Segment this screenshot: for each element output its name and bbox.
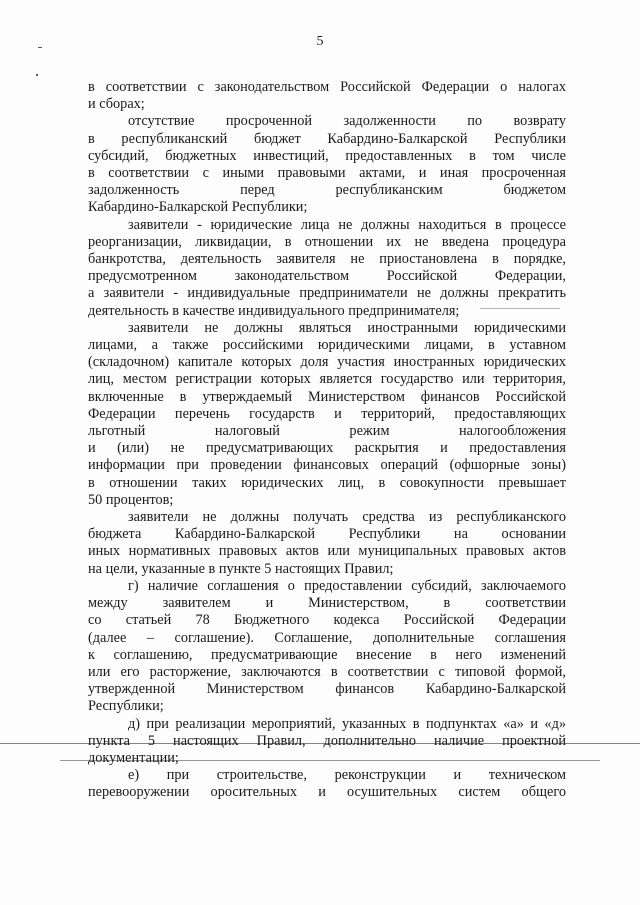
text-line: субсидий, бюджетных инвестиций, предоставленных в том числе [88, 147, 566, 164]
text-line: и сборах; [88, 96, 145, 113]
text-line: на цели, указанные в пункте 5 настоящих Правил; [88, 560, 394, 577]
scan-mark [38, 47, 42, 48]
text-line: Республики; [88, 698, 164, 715]
text-line: реорганизации, ликвидации, в отношении их не введена процедура [88, 233, 566, 250]
text-line: заявители не должны являться иностранными юридическими [128, 319, 566, 336]
text-line: в республиканский бюджет Кабардино-Балкарской Республики [88, 130, 566, 147]
text-line: утвержденной Министерством финансов Кабардино-Балкарской [88, 681, 566, 698]
text-line: предусмотренном законодательством Российской Федерации, [88, 268, 566, 285]
text-line: а заявители - индивидуальные предприниматели не должны прекратить [88, 285, 566, 302]
text-line: отсутствие просроченной задолженности по возврату [128, 113, 566, 130]
text-line: между заявителем и Министерством, в соответствии [88, 595, 566, 612]
text-line: иных нормативных правовых актов или муниципальных правовых актов [88, 543, 566, 560]
text-line: в отношении таких юридических лиц, в совокупности превышает [88, 474, 566, 491]
text-line: в соответствии с законодательством Российской Федерации о налогах [88, 79, 566, 95]
text-line: бюджета Кабардино-Балкарской Республики на основании [88, 526, 566, 543]
text-line: Кабардино-Балкарской Республики; [88, 199, 308, 216]
text-line: информации при проведении финансовых операций (офшорные зоны) [88, 457, 566, 474]
text-line: пункта 5 настоящих Правил, дополнительно наличие проектной [88, 732, 566, 749]
text-line: документации; [88, 749, 179, 766]
document-body-text [88, 79, 566, 802]
text-line: деятельность в качестве индивидуального предпринимателя; [88, 302, 460, 319]
text-line: д) при реализации мероприятий, указанных в подпунктах «а» и «д» [128, 715, 566, 732]
scan-mark [36, 74, 38, 76]
text-line: г) наличие соглашения о предоставлении субсидий, заключаемого [128, 577, 566, 594]
page-number: 5 [316, 34, 324, 49]
text-line: и (или) не предусматривающих раскрытия и предоставления [88, 440, 566, 457]
text-line: (складочном) капитале которых доля участия иностранных юридических [88, 354, 566, 371]
text-line: задолженность перед республиканским бюджетом [88, 182, 566, 199]
text-line: е) при строительстве, реконструкции и техническом [128, 767, 566, 784]
text-line: лицами, а также российскими юридическими лицами, в уставном [88, 337, 566, 354]
text-line: заявители - юридические лица не должны находиться в процессе [128, 216, 566, 233]
text-line: заявители не должны получать средства из республиканского [128, 509, 566, 526]
text-line: к соглашению, предусматривающие внесение в него изменений [88, 646, 566, 663]
text-line: льготный налоговый режим налогообложения [88, 423, 566, 440]
text-line: включенные в утверждаемый Министерством финансов Российской [88, 388, 566, 405]
text-line: лиц, местом регистрации которых является государство или территория, [88, 371, 566, 388]
text-line: банкротства, деятельность заявителя не приостановлена в порядке, [88, 251, 566, 268]
text-line: со статьей 78 Бюджетного кодекса Российской Федерации [88, 612, 566, 629]
text-line: (далее – соглашение). Соглашение, дополнительные соглашения [88, 629, 566, 646]
text-line: в соответствии с иными правовыми актами, и иная просроченная [88, 165, 566, 182]
text-line: 50 процентов; [88, 491, 174, 508]
text-line: или его расторжение, заключаются в соответствии с типовой формой, [88, 663, 566, 680]
text-line: Федерации перечень государств и территорий, предоставляющих [88, 405, 566, 422]
text-line: перевооружении оросительных и осушительных систем общего [88, 784, 566, 801]
